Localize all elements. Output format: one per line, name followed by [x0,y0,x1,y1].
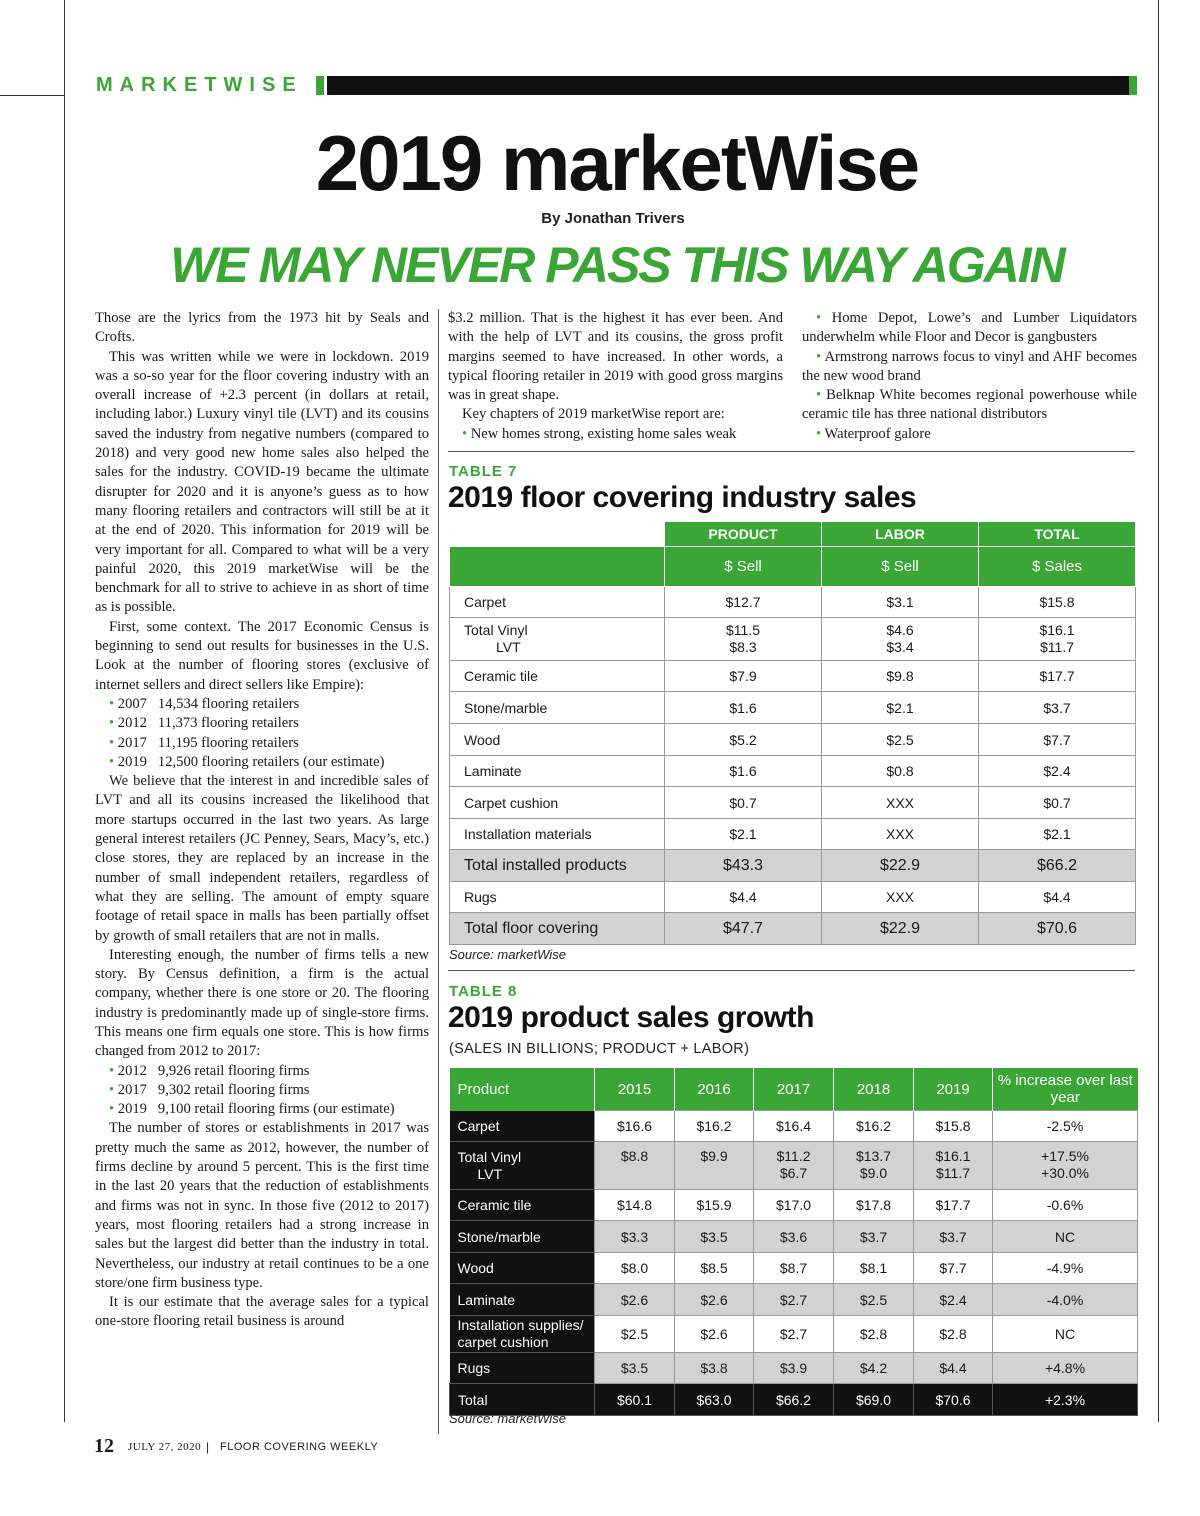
page-rule-top [0,95,64,96]
table8-header: 2019 [914,1068,993,1111]
cell-value: $60.1 [616,1391,653,1408]
cell-value: $8.8 [620,1148,649,1164]
row-label: Stone/marble [457,1228,541,1245]
row-label: Wood [457,1260,494,1276]
table8-source: Source: marketWise [449,1411,566,1426]
cell-value: $3.5 [700,1228,728,1245]
list-item: • New homes strong, existing home sales weak [462,425,737,442]
cell-value: $4.4 [729,889,757,905]
cell-value: $7.7 [1043,731,1071,748]
cell-value: $66.2 [775,1391,812,1408]
row-label: Carpet [457,1117,500,1134]
cell-value: $9.9 [700,1148,728,1164]
table8-header: Product [450,1068,595,1111]
row-label: Installation materials [464,826,592,842]
row-sublabel: LVT [477,1165,503,1182]
paragraph: The number of stores or establishments in 2017 was pretty much the same as 2012, however, the number of firms decline by around 5 percent. This is the first time in the last 20 years that the reduction of establishments and firms was not in sync. In those five (2012 to 2017) years, most flooring retailers had a strong increase in sales but the largest did better than the industry in total. Nevertheless, our industry at retail continues to be a one store/one firm business type. [95,1120,429,1291]
cell-value: $16.2 [696,1118,732,1134]
issue-date: JULY 27, 2020 [128,1441,202,1453]
table-row [450,1190,1138,1221]
cell-value: $4.2 [859,1360,888,1376]
cell-value: $5.2 [729,731,757,748]
list-item: • 2019 9,100 retail flooring firms (our estimate) [109,1101,395,1118]
table-row [450,1353,1138,1384]
paragraph: We believe that the interest in and incredible sales of LVT and all its cousins increased the likelihood that more startups occurred in the last two years. As large general interest retailers (JC Penney, Sears, Macy’s, etc.) close stores, they are replaced by an increase in the number of small independent retailers, regardless of what they are selling. The amount of empty square footage of retail space in malls has been partially offset by growth of small retailers that are not in malls. [95,773,429,944]
cell-value: $70.6 [935,1391,971,1408]
row-label: Rugs [464,889,497,905]
cell-value: +17.5% [1041,1148,1089,1164]
cell-value: $70.6 [1036,919,1078,937]
table-row [450,882,1136,913]
cell-value: $2.5 [859,1291,888,1308]
cell-value: $3.4 [886,639,914,655]
cell-value: $2.1 [729,826,757,842]
table7-subhead: $ Sell [665,547,822,587]
cell-value: $8.7 [779,1260,808,1276]
cell-value: $69.0 [855,1391,892,1408]
cell-value: -2.5% [1046,1118,1084,1134]
table-row [450,819,1136,850]
paragraph: Interesting enough, the number of firms tells a new story. By Census definition, a firm is the actual company, whether there is one store or 20. The flooring industry is predominantly made up of single-store firms. This means one firm equals one store. This is how firms changed from 2012 to 2017: [95,946,429,1060]
table8-header: % increase over last year [993,1068,1138,1111]
table-row [450,692,1136,724]
cell-value: $47.7 [722,919,764,937]
cell-value: $17.7 [935,1197,971,1213]
cell-value: $17.0 [775,1197,812,1213]
cell-value: $0.8 [886,763,914,779]
row-label: Total Vinyl [457,1148,522,1165]
cell-value: $17.8 [855,1197,892,1213]
cell-value: $3.7 [1043,699,1071,716]
cell-value: $2.5 [886,731,914,748]
cell-value: XXX [885,794,914,811]
row-label: Wood [464,731,501,748]
list-item: • 2017 9,302 retail flooring firms [109,1081,310,1098]
bullet-icon: • [109,734,115,751]
table-row [450,661,1136,692]
column-divider [438,309,439,1434]
cell-value: $16.1 [1039,622,1075,638]
list-item: • 2017 11,195 flooring retailers [109,734,299,751]
cell-value: $43.3 [722,856,764,874]
cell-value: $7.7 [939,1260,967,1276]
table7-label: TABLE 7 [449,463,518,480]
page-title: 2019 marketWise [315,119,919,207]
cell-value: $3.9 [779,1360,808,1376]
cell-value: $3.1 [886,594,914,610]
header-accent-left [316,76,324,95]
cell-value: $2.8 [939,1326,967,1342]
table8-title: 2019 product sales growth [448,1001,814,1034]
cell-value: $3.3 [620,1228,649,1245]
row-label: Carpet cushion [464,794,559,811]
bullet-icon: • [816,425,822,442]
header-accent-right [1129,76,1137,95]
cell-value: $2.1 [886,699,914,716]
cell-value: $8.0 [620,1260,649,1276]
table8-header: 2018 [834,1068,914,1111]
cell-value: $22.9 [879,856,921,874]
table7-top-rule [448,451,1135,452]
cell-value: $63.0 [696,1391,732,1408]
cell-value: $3.7 [939,1228,967,1245]
cell-value: $16.2 [855,1118,892,1134]
cell-value: $11.5 [726,622,760,638]
cell-value: $17.7 [1039,668,1075,684]
bullet-icon: • [462,425,468,442]
row-label: Total floor covering [464,919,599,937]
cell-value: $22.9 [879,919,921,937]
table8-label: TABLE 8 [449,983,518,1000]
table7-group-total: TOTAL [979,522,1136,547]
bullet-icon: • [109,753,115,770]
table-row [450,913,1136,945]
cell-value: -0.6% [1046,1197,1084,1213]
byline: By Jonathan Trivers [541,210,685,227]
cell-value: $2.6 [700,1326,728,1342]
cell-value: $0.7 [729,794,757,811]
body-column-3 [802,309,1137,444]
table-row [450,1221,1138,1253]
cell-value: $12.7 [725,594,761,610]
table7-title: 2019 floor covering industry sales [448,481,917,514]
header-bar [327,76,1129,95]
cell-value: +2.3% [1044,1391,1086,1408]
cell-value: $9.0 [859,1165,888,1181]
cell-value: $2.4 [939,1291,967,1308]
cell-value: $6.7 [779,1165,808,1181]
paragraph: Those are the lyrics from the 1973 hit by Seals and Crofts. [95,310,429,346]
body-column-1 [95,309,429,1332]
cell-value: $4.4 [939,1360,967,1376]
row-label: Total installed products [464,856,627,874]
cell-value: NC [1054,1326,1076,1342]
cell-value: $15.8 [1039,594,1075,610]
cell-value: $16.1 [935,1148,971,1164]
cell-value: $2.6 [700,1291,728,1308]
table7-subhead: $ Sales [979,547,1136,587]
paragraph: Key chapters of 2019 marketWise report are: [462,406,725,423]
cell-value: $8.5 [700,1260,728,1276]
cell-value: $3.7 [859,1228,888,1245]
cell-value: $9.8 [886,668,914,684]
bullet-icon: • [109,1062,115,1079]
publication-name: FLOOR COVERING WEEKLY [220,1441,379,1453]
cell-value: $3.6 [779,1228,808,1245]
bullet-icon: • [816,387,822,404]
cell-value: $2.7 [779,1291,808,1308]
table-row [450,850,1136,882]
cell-value: $8.1 [859,1260,888,1276]
headline: WE MAY NEVER PASS THIS WAY AGAIN [170,237,1064,293]
list-item: • 2012 9,926 retail flooring firms [109,1062,310,1079]
cell-value: $14.8 [616,1197,653,1213]
table7-group-labor: LABOR [822,522,979,547]
cell-value: $16.4 [775,1118,812,1134]
cell-value: NC [1054,1228,1076,1245]
table7-subhead: $ Sell [822,547,979,587]
row-label: Total Vinyl [464,622,528,638]
footer-separator: | [206,1440,210,1454]
list-item: • Waterproof galore [816,425,931,442]
cell-value: +30.0% [1041,1165,1089,1181]
table-row [450,587,1136,618]
cell-value: $2.7 [779,1326,808,1342]
row-label: Installation supplies/ [457,1317,584,1333]
row-label: Total [458,1391,488,1408]
list-item: • 2007 14,534 flooring retailers [109,695,300,712]
list-item: • 2019 12,500 flooring retailers (our estimate) [109,753,385,770]
table8-header: 2016 [675,1068,754,1111]
row-label: Ceramic tile [457,1197,532,1213]
cell-value: $13.7 [855,1148,892,1164]
row-label: Stone/marble [464,699,548,716]
list-item: • Home Depot, Lowe’s and Lumber Liquidators underwhelm while Floor and Decor is gangbusters [802,310,1138,346]
bullet-icon: • [109,715,115,732]
cell-value: $8.3 [729,639,757,655]
cell-value: $4.6 [886,622,914,638]
table7-source: Source: marketWise [449,947,566,962]
table-row [450,1142,1138,1190]
cell-value: $15.8 [935,1118,971,1134]
cell-value: XXX [885,889,914,905]
bullet-icon: • [109,695,115,712]
table-row [450,1316,1138,1353]
row-sublabel: LVT [496,639,521,655]
cell-value: XXX [885,826,914,842]
table8-top-rule [448,970,1135,971]
bullet-icon: • [109,1101,115,1118]
bullet-icon: • [816,310,822,326]
paragraph: First, some context. The 2017 Economic Census is beginning to send out results for businesses in the U.S. Look at the number of flooring stores (exclusive of internet sellers and direct sellers like Empire): [95,618,429,693]
row-sublabel: carpet cushion [457,1334,549,1350]
section-label: MARKETWISE [96,74,303,96]
table-row [450,1253,1138,1284]
cell-value: -4.9% [1046,1260,1084,1276]
row-label: Carpet [464,594,507,610]
bullet-icon: • [816,348,822,365]
cell-value: $66.2 [1036,856,1078,874]
table-row [450,787,1136,819]
cell-value: $0.7 [1043,794,1071,811]
cell-value: +4.8% [1044,1360,1086,1376]
cell-value: -4.0% [1046,1291,1084,1308]
list-item: • 2012 11,373 flooring retailers [109,715,299,732]
table-row [450,756,1136,787]
page-number: 12 [94,1435,114,1457]
table8 [449,1068,1138,1416]
cell-value: $11.7 [1040,639,1074,655]
cell-value: $16.6 [616,1118,653,1134]
cell-value: $1.6 [729,763,757,779]
body-column-2 [448,309,783,444]
paragraph: $3.2 million. That is the highest it has ever been. And with the help of LVT and its cousins, the gross profit margins seemed to have increased. In other words, a typical flooring retailer in 2019 with good gross margins was in great shape. [448,310,783,404]
row-label: Laminate [457,1291,516,1308]
cell-value: $11.7 [936,1165,970,1181]
table7 [449,521,1136,945]
cell-value: $7.9 [729,668,757,684]
cell-value: $2.8 [859,1326,888,1342]
table-row [450,724,1136,756]
paragraph: This was written while we were in lockdown. 2019 was a so-so year for the floor covering industry with an overall increase of +2.3 percent (in dollars at retail, including labor.) Luxury vinyl tile (LVT) and its cousins saved the industry from negative numbers (compared to 2018) and very good new home sales also helped the sales for the industry. COVID-19 became the ultimate disrupter for 2020 and it is anyone’s guess as to how many flooring retailers and contractors will still be at it at the end of 2020. This information for 2019 will be very important for all. Compared to what will be a very painful 2020, this 2019 marketWise will be the benchmark for all to strive to achieve in as short of time as is possible. [95,348,429,616]
cell-value: $2.6 [620,1291,649,1308]
cell-value: $2.1 [1043,826,1071,842]
table7-group-product: PRODUCT [665,522,822,547]
table8-header: 2017 [754,1068,834,1111]
paragraph: It is our estimate that the average sales for a typical one-store flooring retail business is around [95,1294,429,1330]
bullet-icon: • [109,1081,115,1098]
row-label: Rugs [457,1360,491,1376]
cell-value: $3.8 [700,1360,728,1376]
table-row [450,1284,1138,1316]
list-item: • Armstrong narrows focus to vinyl and AHF becomes the new wood brand [802,348,1138,384]
table8-header: 2015 [595,1068,675,1111]
cell-value: $11.2 [776,1148,811,1164]
cell-value: $3.5 [620,1360,649,1376]
cell-value: $1.6 [729,699,757,716]
row-label: Laminate [464,763,522,779]
cell-value: $2.4 [1043,763,1071,779]
cell-value: $2.5 [620,1326,649,1342]
table-row [450,1111,1138,1142]
list-item: • Belknap White becomes regional powerhouse while ceramic tile has three national distributors [802,387,1137,423]
table-row [450,618,1136,661]
table8-subtitle: (SALES IN BILLIONS; PRODUCT + LABOR) [449,1041,750,1057]
cell-value: $15.9 [696,1197,732,1213]
cell-value: $4.4 [1043,889,1071,905]
row-label: Ceramic tile [464,668,538,684]
